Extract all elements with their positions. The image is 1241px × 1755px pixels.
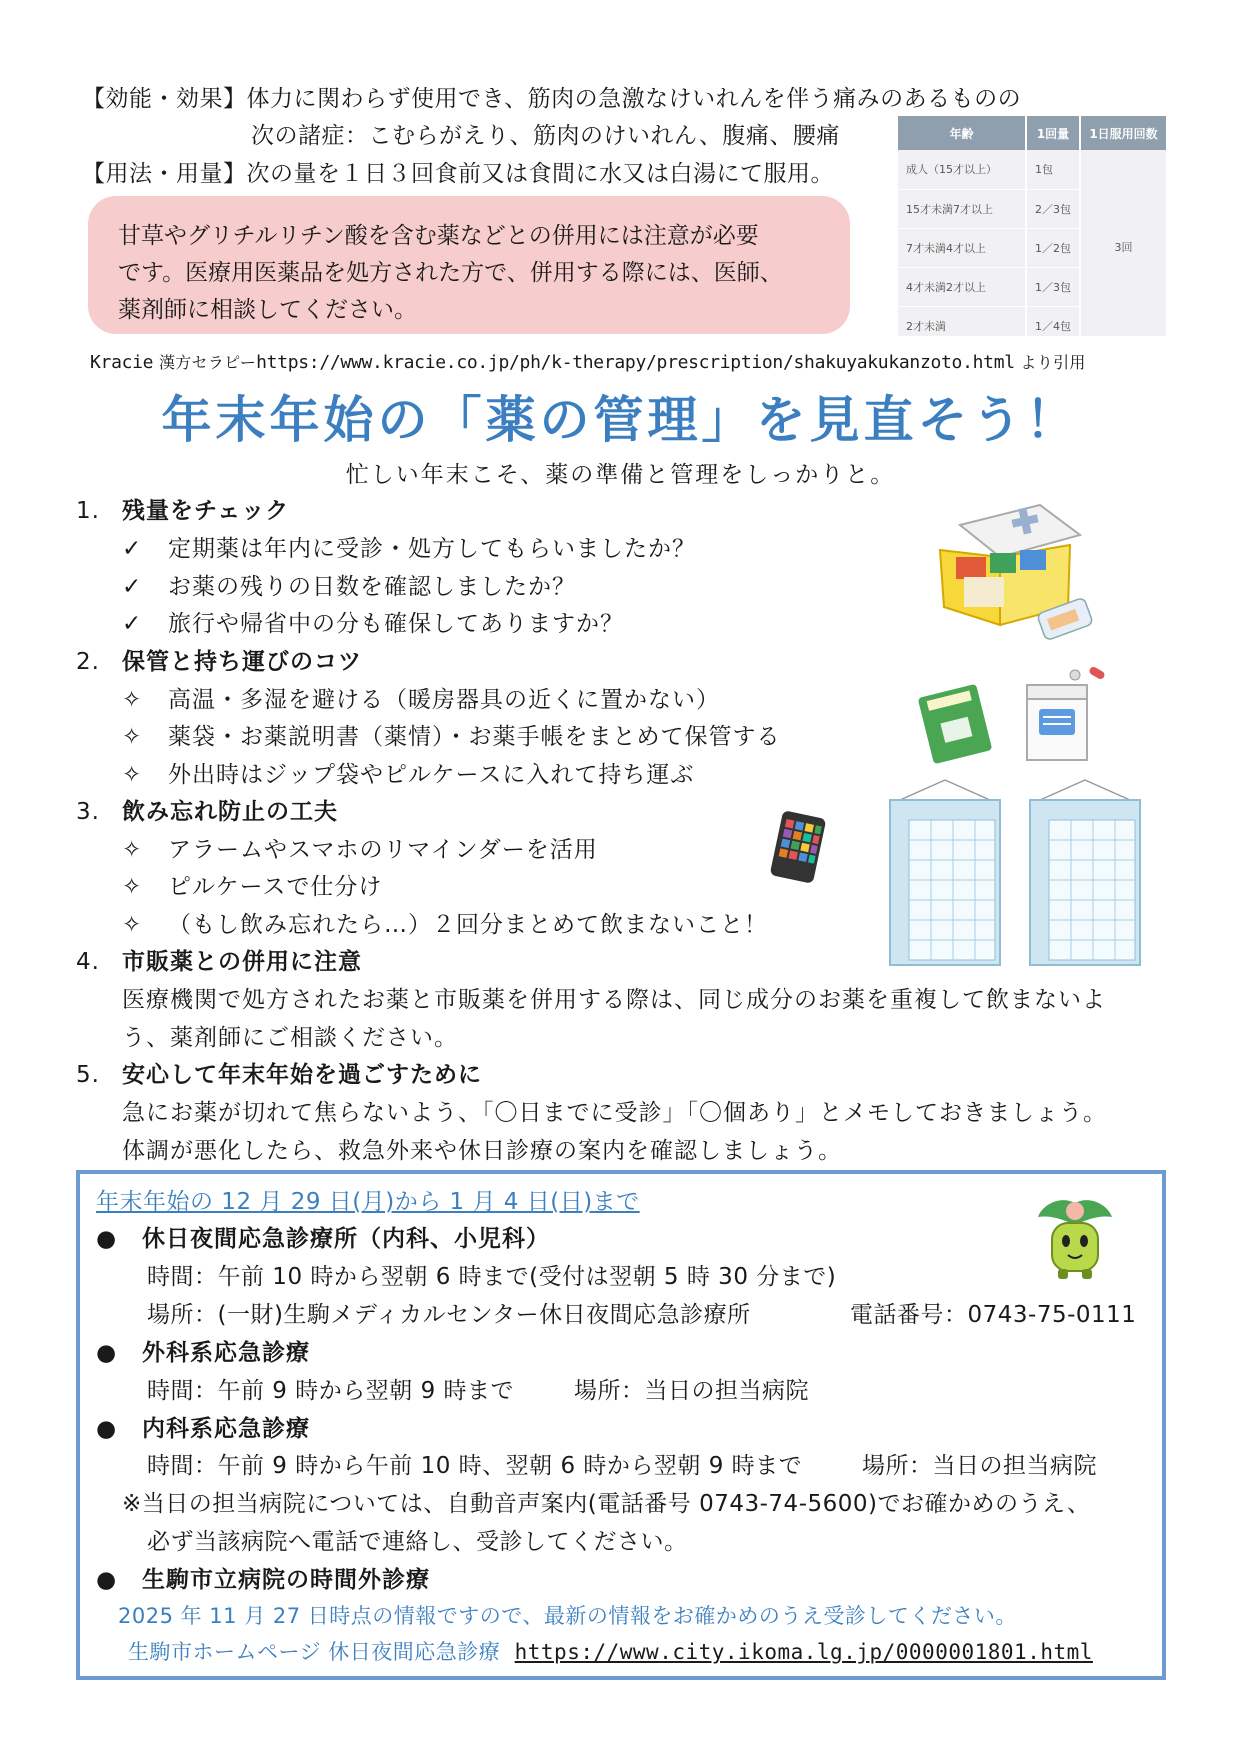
- emergency-item-title: [96, 1334, 310, 1367]
- dose-cell: 1包: [1026, 150, 1080, 189]
- dosage-label: 【用法・用量】: [82, 161, 247, 187]
- emergency-place: 場所：当日の担当病院: [862, 1453, 1097, 1479]
- section-number: 3.: [76, 799, 100, 825]
- holiday-period: 年末年始の 12 月 29 日(月)から 1 月 4 日(日)まで: [96, 1189, 640, 1215]
- effects-line-2: 次の諸症：こむらがえり、筋肉のけいれん、腹痛、腰痛: [251, 123, 840, 149]
- dose-cell: 1／4包: [1026, 306, 1080, 336]
- sparkle-icon: ✧: [122, 762, 143, 788]
- dose-cell: 1／2包: [1026, 228, 1080, 267]
- emergency-place: 場所：当日の担当病院: [574, 1378, 809, 1404]
- list-item: [122, 831, 598, 864]
- emergency-time: 時間：午前 9 時から翌朝 9 時まで: [147, 1378, 515, 1404]
- caution-line: です。医療用医薬品を処方された方で、併用する際には、医師、: [118, 260, 783, 286]
- age-cell: 4才未満2才以上: [898, 267, 1026, 306]
- source-name: 漢方セラピー: [158, 353, 257, 372]
- section-heading: [76, 943, 362, 976]
- section-paragraph: 体調が悪化したら、救急外来や休日診療の案内を確認しましょう。: [122, 1138, 842, 1164]
- item-title-text: 生駒市立病院の時間外診療: [142, 1567, 430, 1593]
- section-number: 5.: [76, 1062, 100, 1088]
- list-item: [122, 605, 624, 638]
- page-title: 年末年始の「薬の管理」を見直そう！: [161, 391, 1080, 449]
- homepage-link-line: [128, 1636, 1093, 1666]
- section-paragraph: 急にお薬が切れて焦らないよう、「〇日までに受診」「〇個あり」とメモしておきましょう。: [122, 1100, 1107, 1126]
- table-header: 1回量: [1026, 116, 1080, 150]
- age-cell: 成人（15才以上）: [898, 150, 1026, 189]
- source-url[interactable]: https://www.kracie.co.jp/ph/k-therapy/prescription/shakuyakukanzoto.html: [256, 352, 1015, 373]
- item-title-text: 外科系応急診療: [142, 1340, 310, 1366]
- emergency-phone: 電話番号：0743-75-0111: [850, 1302, 1137, 1328]
- bullet-icon: ●: [96, 1226, 118, 1252]
- list-item: [122, 906, 768, 939]
- dosage-line: [82, 155, 834, 188]
- list-item: [122, 868, 382, 901]
- table-header: 年齢: [898, 116, 1026, 150]
- section-title: 飲み忘れ防止の工夫: [122, 799, 338, 825]
- item-title-text: 休日夜間応急診療所（内科、小児科）: [142, 1226, 550, 1252]
- effects-line-1: [82, 80, 1021, 113]
- age-cell: 2才未満: [898, 306, 1026, 336]
- list-item-text: ピルケースで仕分け: [168, 874, 383, 900]
- section-heading: [76, 793, 338, 826]
- emergency-note: 必ず当該病院へ電話で連絡し、受診してください。: [147, 1529, 688, 1555]
- page-subtitle: 忙しい年末こそ、薬の準備と管理をしっかりと。: [345, 462, 896, 488]
- sparkle-icon: ✧: [122, 687, 143, 713]
- section-number: 4.: [76, 949, 100, 975]
- dosage-text: 次の量を１日３回食前又は食間に水又は白湯にて服用。: [246, 161, 834, 187]
- check-icon: ✓: [122, 611, 143, 637]
- homepage-label: 生駒市ホームページ 休日夜間応急診療: [128, 1640, 501, 1664]
- homepage-url-link[interactable]: https://www.city.ikoma.lg.jp/0000001801.html: [514, 1640, 1093, 1664]
- item-title-text: 内科系応急診療: [142, 1416, 310, 1442]
- list-item-text: 高温・多湿を避ける（暖房器具の近くに置かない）: [168, 687, 720, 713]
- dose-cell: 2／3包: [1026, 189, 1080, 228]
- list-item: [122, 718, 781, 751]
- table-row: [898, 150, 1167, 189]
- section-number: 1.: [76, 498, 100, 524]
- emergency-place: 場所：(一財)生駒メディカルセンター休日夜間応急診療所: [147, 1302, 751, 1328]
- list-item-text: 薬袋・お薬説明書（薬情）・お薬手帳をまとめて保管する: [168, 724, 781, 750]
- check-icon: ✓: [122, 574, 143, 600]
- list-item: [122, 756, 694, 789]
- caution-box: [88, 196, 850, 334]
- list-item-text: お薬の残りの日数を確認しましたか？: [168, 574, 576, 600]
- smartphone-illustration: [770, 810, 830, 885]
- section-title: 保管と持ち運びのコツ: [122, 649, 362, 675]
- age-cell: 15才未満7才以上: [898, 189, 1026, 228]
- caution-line: 薬剤師に相談してください。: [118, 297, 417, 323]
- sparkle-icon: ✧: [122, 874, 143, 900]
- first-aid-box-illustration: [930, 495, 1105, 645]
- sparkle-icon: ✧: [122, 912, 143, 938]
- emergency-note: ※当日の担当病院については、自動音声案内(電話番号 0743-74-5600)でお確かめのうえ、: [122, 1491, 1091, 1517]
- mascot-icon: [1030, 1195, 1120, 1283]
- section-title: 残量をチェック: [122, 498, 290, 524]
- list-item-text: アラームやスマホのリマインダーを活用: [168, 837, 598, 863]
- medicine-bag-illustration: [915, 665, 1120, 765]
- emergency-time: 時間：午前 9 時から午前 10 時、翌朝 6 時から翌朝 9 時まで: [147, 1453, 803, 1479]
- source-citation: [90, 350, 1086, 373]
- section-paragraph: 医療機関で処方されたお薬と市販薬を併用する際は、同じ成分のお薬を重複して飲まないよ: [122, 987, 1106, 1013]
- section-title: 安心して年末年始を過ごすために: [122, 1062, 482, 1088]
- info-date-note: 2025 年 11 月 27 日時点の情報ですので、最新の情報をお確かめのうえ受診してください。: [118, 1604, 1017, 1628]
- list-item: [122, 568, 576, 601]
- effects-text: 体力に関わらず使用でき、筋肉の急激なけいれんを伴う痛みのあるものの: [246, 86, 1022, 112]
- source-brand: Kracie: [90, 352, 154, 373]
- section-paragraph: う、薬剤師にご相談ください。: [122, 1025, 458, 1051]
- list-item: [122, 530, 696, 563]
- section-heading: [76, 1056, 482, 1089]
- dosage-table: [898, 116, 1168, 336]
- caution-line: 甘草やグリチルリチン酸を含む薬などとの併用には注意が必要: [118, 223, 759, 249]
- table-header: 1日服用回数: [1080, 116, 1167, 150]
- list-item-text: 外出時はジップ袋やピルケースに入れて持ち運ぶ: [168, 762, 695, 788]
- source-suffix: より引用: [1020, 353, 1086, 372]
- age-cell: 7才未満4才以上: [898, 228, 1026, 267]
- bullet-icon: ●: [96, 1567, 118, 1593]
- emergency-item-title: [96, 1561, 430, 1594]
- bullet-icon: ●: [96, 1340, 118, 1366]
- list-item-text: 旅行や帰省中の分も確保してありますか？: [168, 611, 624, 637]
- list-item: [122, 681, 720, 714]
- dose-cell: 1／3包: [1026, 267, 1080, 306]
- list-item-text: （もし飲み忘れたら…）２回分まとめて飲まないこと！: [168, 912, 768, 938]
- list-item-text: 定期薬は年内に受診・処方してもらいましたか？: [168, 536, 696, 562]
- sparkle-icon: ✧: [122, 724, 143, 750]
- emergency-time: 時間：午前 10 時から翌朝 6 時まで(受付は翌朝 5 時 30 分まで): [147, 1264, 837, 1290]
- section-title: 市販薬との併用に注意: [122, 949, 362, 975]
- section-number: 2.: [76, 649, 100, 675]
- section-heading: [76, 643, 362, 676]
- section-heading: [76, 492, 289, 525]
- emergency-item-title: [96, 1410, 310, 1443]
- bullet-icon: ●: [96, 1416, 118, 1442]
- check-icon: ✓: [122, 536, 143, 562]
- sparkle-icon: ✧: [122, 837, 143, 863]
- emergency-item-title: [96, 1220, 550, 1253]
- pill-calendar-illustration: [885, 778, 1145, 968]
- effects-label: 【効能・効果】: [82, 86, 247, 112]
- daily-count-cell: 3回: [1080, 150, 1167, 336]
